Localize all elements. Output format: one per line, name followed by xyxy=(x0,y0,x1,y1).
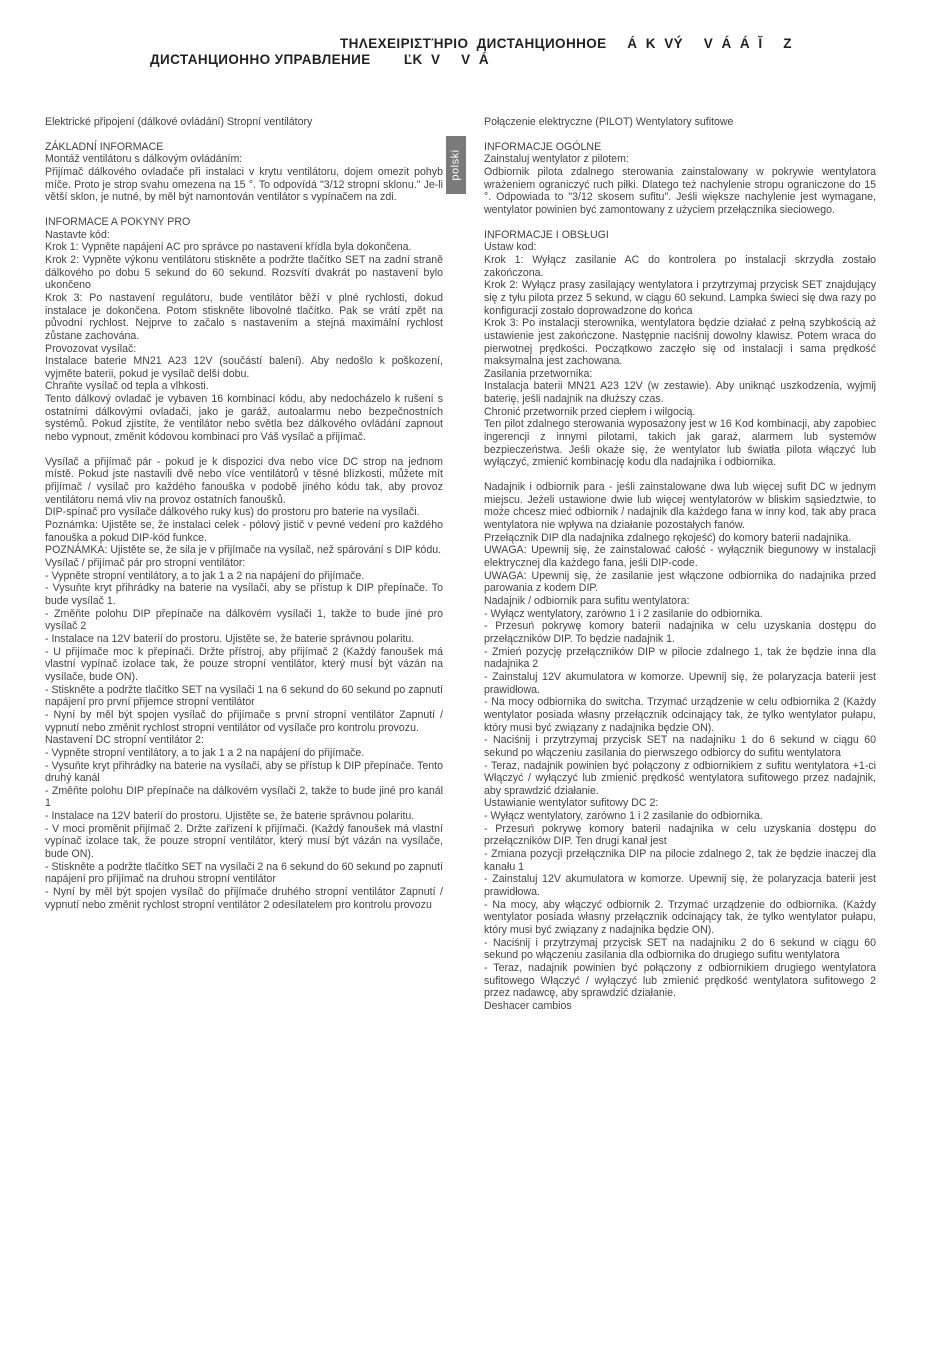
left-column-paragraph: - Nyní by měl být spojen vysílač do přijímače druhého stropní ventilátor Zapnutí / vypnutí nebo změnit rychlost stropní ventilátor 2 odesílatelem pro kontrolu provozu xyxy=(45,886,443,911)
right-column-paragraph: - Na mocy, aby włączyć odbiornik 2. Trzymać urządzenie do odbiornika. (Każdy wentylator posiada własny przełącznik odcinający tak, że tylko wentylator pułapu, który musi być związany z nadajnika będzie ON). xyxy=(484,898,876,937)
left-column-paragraph: Nastavení DC stropní ventilátor 2: xyxy=(45,734,204,747)
left-column-paragraph: - Stiskněte a podržte tlačítko SET na vysílači 2 na 6 sekund do 60 sekund po zapnutí napájení pro přijímač na druhou stropní ventilátor xyxy=(45,860,443,886)
left-column-paragraph: - Stiskněte a podržte tlačítko SET na vysílači 1 na 6 sekund do 60 sekund po zapnutí napájení pro první přijemce stropní ventilátor xyxy=(45,683,443,709)
right-column-paragraph: - Naciśnij i przytrzymaj przycisk SET na nadajniku 2 do 6 sekund w ciągu 60 sekund po włączeniu zasilania dla odbiornika do drugiego sufitu wentylatora xyxy=(484,936,876,962)
left-column-paragraph: - Vysuňte kryt přihrádky na baterie na vysílači, aby se přístup k DIP přepínače. To bude vysílač 1. xyxy=(45,582,443,607)
left-column-paragraph: Krok 3: Po nastavení regulátoru, bude ventilátor běží v plné rychlosti, dokud instalace je dokončena. Potom stiskněte libovolné tlačítko. Pak se vrátí zpět na původní rychlost. Nejprve to začalo s nastavením a stejná maximální rychlost zůstane zachována. xyxy=(45,291,443,342)
left-column-paragraph: DIP-spínač pro vysílače dálkového ruky kus) do prostoru pro baterie na vysílači. xyxy=(45,506,420,519)
left-column-paragraph: - Změňte polohu DIP přepínače na dálkovém vysílači 1, takže to bude jiné pro vysílač 2 xyxy=(45,607,443,633)
right-column-paragraph: Ustawianie wentylator sufitowy DC 2: xyxy=(484,797,659,810)
left-column-paragraph: ZÁKLADNÍ INFORMACE xyxy=(45,140,164,153)
left-column-paragraph: - Vypněte stropní ventilátory, a to jak 1 a 2 na napájení do přijímače. xyxy=(45,569,365,582)
left-column-paragraph: Chraňte vysílač od tepla a vlhkosti. xyxy=(45,380,209,393)
left-column-paragraph: Poznámka: Ujistěte se, že instalaci celek - pólový jistič v pevné vedení pro každého fanouška a pokud DIP-kód funkce. xyxy=(45,519,443,544)
right-column-paragraph: UWAGA: Upewnij się, że zasilanie jest włączone odbiornika do nadajnika przed parowania z kodem DIP. xyxy=(484,569,876,595)
right-column-paragraph: Odbiornik pilota zdalnego sterowania zainstalowany w pokrywie wentylatora wrażeniem ograniczyć ruch piłki. Dlatego też nachylenie stropu ograniczone do 15 °. Odpowiada to "3/12 skosem sufitu". Jeśli większe nachylenie jest wymagane, wentylator powinien być zamontowany z użyciem przełącznika sieciowego. xyxy=(484,165,876,216)
left-column-paragraph: Přijímač dálkového ovladače při instalaci v krytu ventilátoru, dojem omezit pohyb míče. Proto je strop svahu omezena na 15 °. To odpovídá "3/12 stropní sklonu." Je-li větší sklon, je nutné, by měl být namontován ventilátor s vypínačem na zdi. xyxy=(45,165,443,204)
left-column-paragraph: - Instalace na 12V baterií do prostoru. Ujistěte se, že baterie správnou polaritu. xyxy=(45,810,415,823)
right-column-paragraph: Chronić przetwornik przed ciepłem i wilgocią. xyxy=(484,405,696,418)
right-column-paragraph: Instalacja baterii MN21 A23 12V (w zestawie). Aby uniknąć uszkodzenia, wyjmij baterię, jeśli nadajnik na dłuższy czas. xyxy=(484,380,876,406)
right-column-paragraph: Krok 2: Wyłącz prasy zasilający wentylatora i przytrzymaj przycisk SET znajdujący się z tyłu pilota przez 5 sekund, w ciągu 60 sekund. Lampka świeci się dwa razy po konfiguracji zostało doprowadzone do końca xyxy=(484,279,876,317)
left-column-paragraph: Krok 1: Vypněte napájení AC pro správce po nastavení křídla byla dokončena. xyxy=(45,241,412,254)
right-column-paragraph: INFORMACJE I OBSŁUGI xyxy=(484,228,609,241)
right-column-paragraph: - Zmiana pozycji przełącznika DIP na pilocie zdalnego 2, tak że będzie inaczej dla kanału 1 xyxy=(484,848,876,873)
left-column-paragraph: Krok 2: Vypněte výkonu ventilátoru stiskněte a podržte tlačítko SET na zadní straně dálkového po dobu 5 sekund do 60 sekund. Rozsvítí dvakrát po nastavení bylo ukončeno xyxy=(45,253,443,292)
left-column-paragraph: - Změňte polohu DIP přepínače na dálkovém vysílači 2, takže to bude jiné pro kanál 1 xyxy=(45,784,443,810)
right-column-paragraph: - Teraz, nadajnik powinien być połączony z odbiornikiem z sufitu wentylatora +1-ci Włączyć / wyłączyć lub zmienić prędkość wentylatora sufitowego przez nadajnik, aby sprawdzić działanie. xyxy=(484,759,876,797)
right-column-paragraph: - Naciśnij i przytrzymaj przycisk SET na nadajniku 1 do 6 sekund w ciągu 60 sekund po włączeniu zasilania do pierwszego odbiorcy do sufitu wentylatora xyxy=(484,734,876,759)
right-column-paragraph: Zainstaluj wentylator z pilotem: xyxy=(484,153,629,166)
left-column-paragraph: - Nyní by měl být spojen vysílač do přijímače s první stropní ventilátor Zapnutí / vypnutí nebo změnit rychlost stropní ventilátor od vysílače pro kontrolu provozu. xyxy=(45,708,443,734)
left-column-paragraph: POZNÁMKA: Ujistěte se, že sila je v přijímače na vysílač, než spárování s DIP kódu. xyxy=(45,544,442,557)
right-column-paragraph: Nadajnik i odbiornik para - jeśli zainstalowane dwa lub więcej sufit DC w jednym miejscu. Jeżeli ustawione dwie lub więcej wentylatorów w bliskim sąsiedztwie, to może chcesz mieć odbiornik / nadajnik dla każdego fana w inny kod, tak aby praca wentylatora nie wpływa na działanie pozostałych fanów. xyxy=(484,481,876,532)
language-tab-label: polski xyxy=(450,149,462,181)
right-column-paragraph: - Wyłącz wentylatory, zarówno 1 i 2 zasilanie do odbiornika. xyxy=(484,607,763,620)
left-column-paragraph: Montáž ventilátoru s dálkovým ovládáním: xyxy=(45,153,243,166)
left-column-paragraph: - Vypněte stropní ventilátory, a to jak 1 a 2 na napájení do přijímače. xyxy=(45,746,365,759)
right-column-paragraph: Przełącznik DIP dla nadajnika zdalnego rękojeść) do komory baterii nadajnika. xyxy=(484,531,852,544)
right-column-paragraph: Krok 3: Po instalacji sterownika, wentylatora będzie działać z pełną szybkością aż ustawienie jest zakończone. Następnie naciśnij dowolny klawisz. Potem wraca do pierwotnej prędkości. Początkowo zaczęło się od instalacji i sama prędkość maksymalna jest zachowana. xyxy=(484,317,876,368)
left-column-paragraph: Vysílač a přijímač pár - pokud je k dispozici dva nebo více DC strop na jednom místě. Pokud jste nastavili dvě nebo více ventilátorů v těsné blízkosti, můžete mít přijímač / vysílač pro každého fanouška v podobě jiného kódu tak, aby provoz ventilátoru nemá vliv na provoz ostatních fanoušků. xyxy=(45,455,443,506)
right-column-paragraph: - Przesuń pokrywę komory baterii nadajnika w celu uzyskania dostępu do przełączników DIP. Ten drugi kanał jest xyxy=(484,822,876,848)
right-column-paragraph: Nadajnik / odbiornik para sufitu wentylatora: xyxy=(484,594,690,607)
left-column-paragraph: Nastavte kód: xyxy=(45,228,110,241)
right-column-paragraph: - Na mocy odbiornika do switcha. Trzymać urządzenie w celu odbiornika 2 (Każdy wentylator posiada własny przełącznik odcinający tak, że tylko wentylator pułapu, który musi być związany z nadajnika będzie ON). xyxy=(484,696,876,734)
left-column-paragraph: Vysílač / přijímač pár pro stropní ventilátor: xyxy=(45,557,246,569)
left-column-paragraph: - Vysuňte kryt přihrádky na baterie na vysílači, aby se přístup k DIP přepínače. Tento druhý kanál xyxy=(45,759,443,785)
language-tab-polski xyxy=(446,136,466,194)
polish-text-column xyxy=(484,116,876,1336)
right-column-paragraph: - Zainstaluj 12V akumulatora w komorze. Upewnij się, że polaryzacja baterii jest prawidłowa. xyxy=(484,670,876,696)
right-column-paragraph: - Wyłącz wentylatory, zarówno 1 i 2 zasilanie do odbiornika. xyxy=(484,810,763,823)
czech-text-column xyxy=(45,116,443,1326)
right-column-paragraph: Deshacer cambios xyxy=(484,999,572,1012)
left-column-paragraph: INFORMACE A POKYNY PRO xyxy=(45,215,191,228)
right-column-paragraph: - Zainstaluj 12V akumulatora w komorze. Upewnij się, że polaryzacja baterii jest prawidłowa. xyxy=(484,873,876,899)
right-column-paragraph: - Teraz, nadajnik powinien być połączony z odbiornikiem drugiego wentylatora sufitowego Włączyć / wyłączyć lub zmienić prędkość wentylatora sufitowego 2 przez nadawcę, aby sprawdzić działanie. xyxy=(484,962,876,1000)
left-column-paragraph: - Instalace na 12V baterií do prostoru. Ujistěte se, že baterie správnou polaritu. xyxy=(45,632,415,645)
right-column-paragraph: INFORMACJE OGÓLNE xyxy=(484,140,602,153)
left-column-paragraph: Provozovat vysílač: xyxy=(45,342,137,355)
page-header xyxy=(0,0,950,80)
right-column-paragraph: Zasilania przetwornika: xyxy=(484,367,593,380)
right-column-paragraph: - Zmień pozycję przełączników DIP w pilocie zdalnego 1, tak że będzie inna dla nadajnika 2 xyxy=(484,645,876,671)
header-title-line-2: ДИСТАНЦИОННО УПРАВЛЕНИЕ ĽK V V Á xyxy=(150,52,489,67)
header-title-line-1: ΤΗΛΕΧΕΙΡΙΣΤΉΡΙΟ ДИСТАНЦИОННОЕ Á K VÝ V Á Á Ĭ Z xyxy=(340,36,792,51)
left-column-paragraph: Tento dálkový ovladač je vybaven 16 kombinací kódu, aby nedocházelo k rušení s ostatními dálkovými ovladači, jako je garáž, autoalarmu nebo bezpečnostních systémů. Pokud zjistíte, že ventilátor nebo světla bez dálkového ovládání zapnout nebo vypnout, změnit kódovou kombinaci pro Váš vysílač a přijímač. xyxy=(45,393,443,444)
right-column-paragraph: Ten pilot zdalnego sterowania wyposażony jest w 16 Kod kombinacji, aby zapobiec ingerencji z innymi pilotami, takich jak garaż, alarmem lub systemów bezpieczeństwa. Jeśli okaże się, że wentylator lub światła pilota włączyć lub wyłączyć, zmienić kombinację kodu dla nadajnika i odbiornika. xyxy=(484,418,876,469)
left-column-paragraph: - V moci proměnit přijímač 2. Držte zařízení k přijímači. (Každý fanoušek má vlastní vypínač izolace tak, že pouze stropní ventilátor, který musí být vázán na vysílače, bude ON). xyxy=(45,822,443,861)
right-column-paragraph: Połączenie elektryczne (PILOT) Wentylatory sufitowe xyxy=(484,116,734,128)
right-column-paragraph: Krok 1: Wyłącz zasilanie AC do kontrolera po instalacji skrzydła zostało zakończona. xyxy=(484,253,876,279)
right-column-paragraph: - Przesuń pokrywę komory baterii nadajnika w celu uzyskania dostępu do przełączników DIP. To będzie nadajnik 1. xyxy=(484,620,876,645)
left-column-paragraph: Elektrické připojení (dálkové ovládání) Stropní ventilátory xyxy=(45,116,313,128)
right-column-paragraph: Ustaw kod: xyxy=(484,241,537,254)
right-column-paragraph: UWAGA: Upewnij się, że zainstalować całość - wyłącznik biegunowy w instalacji elektrycznej dla każdego fana, jeśli DIP-code. xyxy=(484,544,876,569)
left-column-paragraph: - U přijímače moc k přepínači. Držte přístroj, aby přijímač 2 (Každý fanoušek má vlastní vypínač izolace tak, že pouze stropní ventilátor, který musí být vázán na vysílače, bude ON). xyxy=(45,645,443,683)
left-column-paragraph: Instalace baterie MN21 A23 12V (součástí balení). Aby nedošlo k poškození, vyjměte baterii, pokud je vysílač delší dobu. xyxy=(45,355,443,380)
